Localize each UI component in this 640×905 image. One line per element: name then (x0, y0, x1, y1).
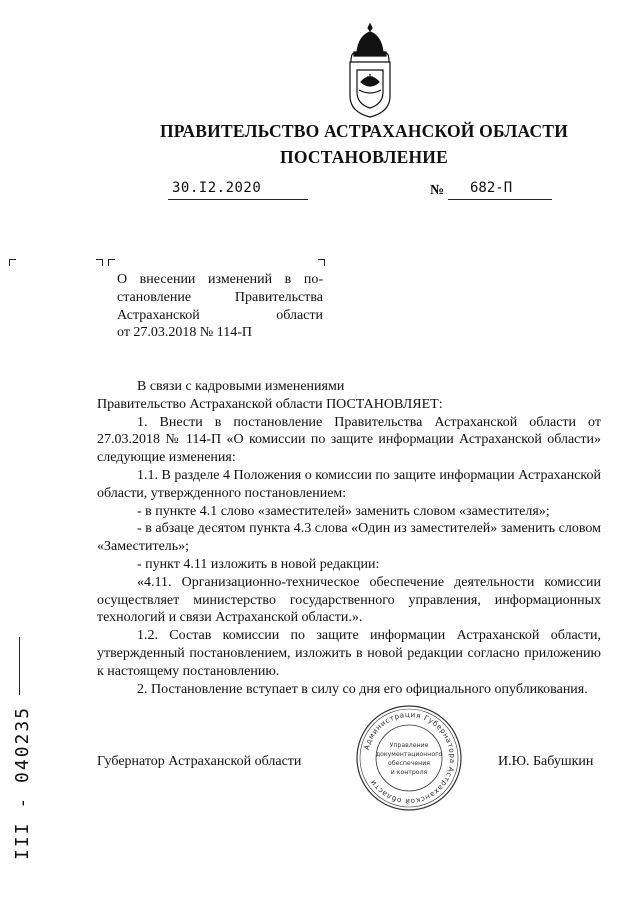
body-paragraph: - пункт 4.11 изложить в новой редакции: (137, 556, 380, 572)
body-paragraph: Правительство Астраханской области ПОСТАНОВЛЯЕТ: (97, 396, 443, 412)
number-sign: № (430, 183, 445, 198)
body-paragraph: 1.1. В разделе 4 Положения о комиссии по защите информации Астраханской области, утвержденного постановлением: (97, 467, 601, 501)
signatory-name: И.Ю. Бабушкин (498, 754, 594, 769)
document-body (97, 378, 601, 698)
corner-mark-mid-left (108, 259, 115, 266)
body-paragraph: - в пункте 4.1 слово «заместителей» заменить словом «заместителя»; (137, 503, 550, 519)
document-number: 682-П (470, 180, 513, 196)
coat-of-arms-emblem (345, 22, 395, 120)
stamp-center-line: обеспечения (388, 760, 430, 767)
corner-mark-mid-right (96, 259, 103, 266)
margin-rule (19, 637, 20, 695)
body-paragraph: 1.2. Состав комиссии по защите информации Астраханской области, утвержденный постановлением, изложить в новой редакции согласно приложению к настоящему постановлению. (97, 628, 601, 679)
body-paragraph: «4.11. Организационно-техническое обеспечение деятельности комиссии осуществляет министерство государственного управления, информационных технологий и связи Астраханской области.». (97, 574, 601, 626)
government-title: ПРАВИТЕЛЬСТВО АСТРАХАНСКОЙ ОБЛАСТИ (159, 121, 569, 141)
body-paragraph: В связи с кадровыми изменениями (137, 379, 345, 394)
subject-line: от 27.03.2018 № 114-П (117, 325, 253, 341)
serial-mark: III - 040235 (12, 705, 33, 860)
stamp-center-line: Управление (389, 742, 429, 749)
stamp-center-line: и контроля (390, 769, 428, 776)
subject-line: становление Правительства (117, 289, 323, 305)
signatory-title: Губернатор Астраханской области (97, 754, 302, 769)
corner-mark-left (9, 259, 16, 266)
body-paragraph: 2. Постановление вступает в силу со дня его официального опубликования. (137, 681, 588, 697)
subject-line: О внесении изменений в по- (117, 272, 323, 287)
corner-mark-right (318, 259, 325, 266)
document-date: 30.I2.2020 (172, 180, 262, 196)
subject-line: Астраханской области (117, 307, 323, 323)
subject-block (117, 271, 323, 342)
official-stamp (354, 703, 464, 813)
document-type: ПОСТАНОВЛЕНИЕ (280, 147, 448, 167)
body-paragraph: - в абзаце десятом пункта 4.3 слова «Один из заместителей» заменить словом «Заместитель»; (97, 521, 601, 555)
stamp-center-line: документационного (375, 751, 443, 758)
body-paragraph: 1. Внести в постановление Правительства Астраханской области от 27.03.2018 № 114-П «О комиссии по защите информации Астраханской области» следующие изменения: (97, 414, 601, 466)
stamp-ring-text: Администрация Губернатора Астраханской области (361, 709, 458, 807)
